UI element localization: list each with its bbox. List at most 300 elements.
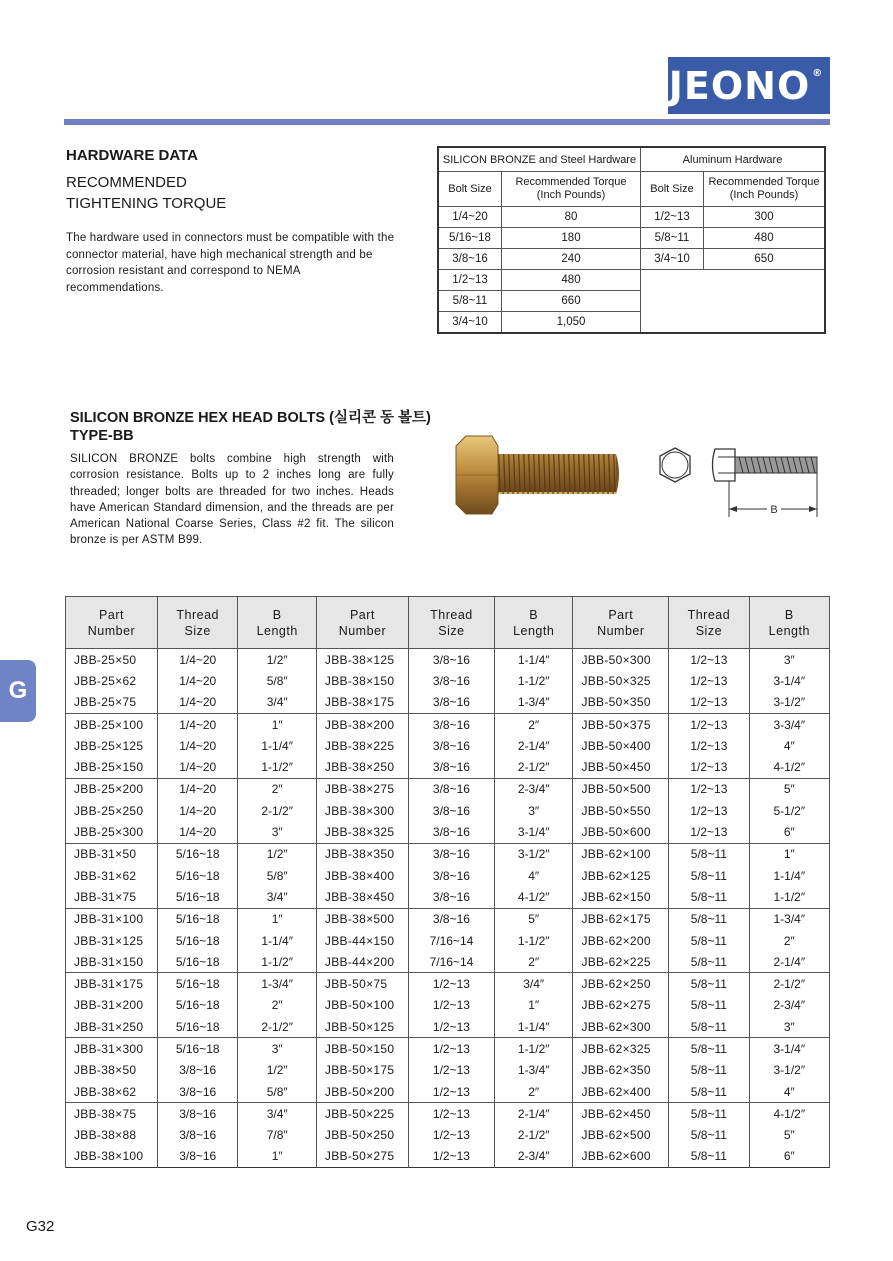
thread-size-cell: 5/8~11 <box>669 1125 749 1146</box>
length-cell: 2-1/4″ <box>749 951 829 973</box>
parts-col-header-line2: Length <box>513 623 555 638</box>
thread-size-cell: 5/16~18 <box>158 865 238 886</box>
length-cell: 3″ <box>494 800 572 821</box>
table-row <box>66 756 830 778</box>
bronze-bolt-photo <box>452 432 622 518</box>
thread-size-cell: 3/8~16 <box>158 1060 238 1081</box>
torque-cell: 480 <box>704 228 826 249</box>
torque-cell: 5/16~18 <box>438 228 502 249</box>
part-number-cell: JBB-25×200 <box>66 778 158 800</box>
header-divider <box>64 119 830 125</box>
part-number-cell: JBB-50×175 <box>316 1060 408 1081</box>
length-cell: 1″ <box>749 843 829 865</box>
torque-table <box>437 146 826 334</box>
part-number-cell: JBB-38×75 <box>66 1103 158 1125</box>
thread-size-cell: 5/8~11 <box>669 1060 749 1081</box>
table-row <box>66 670 830 691</box>
length-cell: 3-1/4″ <box>749 1038 829 1060</box>
part-number-cell: JBB-25×100 <box>66 713 158 735</box>
table-row <box>66 735 830 756</box>
part-number-cell: JBB-31×200 <box>66 995 158 1016</box>
table-row <box>66 908 830 930</box>
length-cell: 2″ <box>238 995 316 1016</box>
length-cell: 3″ <box>749 1016 829 1038</box>
length-cell: 1-3/4″ <box>494 692 572 714</box>
part-number-cell: JBB-50×300 <box>573 649 669 671</box>
length-cell: 1/2″ <box>238 843 316 865</box>
parts-col-header-line1: Thread <box>176 607 220 622</box>
part-number-cell: JBB-50×150 <box>316 1038 408 1060</box>
length-cell: 2″ <box>494 1081 572 1103</box>
torque-col-torque-line2: (Inch Pounds) <box>536 189 606 201</box>
part-number-cell: JBB-50×375 <box>573 713 669 735</box>
torque-cell: 180 <box>502 228 641 249</box>
torque-cell: 650 <box>704 249 826 270</box>
part-number-cell: JBB-38×88 <box>66 1125 158 1146</box>
dimension-b-label: B <box>770 504 778 516</box>
parts-col-header <box>66 597 158 649</box>
torque-cell: 480 <box>502 270 641 291</box>
length-cell: 1-3/4″ <box>749 908 829 930</box>
part-number-cell: JBB-50×600 <box>573 821 669 843</box>
thread-size-cell: 5/8~11 <box>669 930 749 951</box>
part-number-cell: JBB-50×350 <box>573 692 669 714</box>
length-cell: 1/2″ <box>238 1060 316 1081</box>
parts-col-header <box>573 597 669 649</box>
hardware-subtitle-line1: RECOMMENDED <box>66 174 187 191</box>
thread-size-cell: 3/8~16 <box>408 670 494 691</box>
torque-col-torque-al-line2: (Inch Pounds) <box>729 189 799 201</box>
part-number-cell: JBB-62×100 <box>573 843 669 865</box>
part-number-cell: JBB-62×350 <box>573 1060 669 1081</box>
part-number-cell: JBB-38×275 <box>316 778 408 800</box>
length-cell: 2-1/2″ <box>238 1016 316 1038</box>
length-cell: 1-1/2″ <box>494 930 572 951</box>
length-cell: 3/4″ <box>494 973 572 995</box>
thread-size-cell: 5/8~11 <box>669 995 749 1016</box>
part-number-cell: JBB-25×150 <box>66 756 158 778</box>
parts-col-header <box>408 597 494 649</box>
registered-mark: ® <box>812 68 824 79</box>
part-number-cell: JBB-38×175 <box>316 692 408 714</box>
length-cell: 2-3/4″ <box>749 995 829 1016</box>
table-row <box>66 1146 830 1168</box>
length-cell: 5/8″ <box>238 1081 316 1103</box>
table-row <box>66 995 830 1016</box>
table-row <box>66 800 830 821</box>
torque-row <box>438 249 825 270</box>
torque-cell: 1,050 <box>502 312 641 334</box>
brand-logo <box>668 57 830 114</box>
thread-size-cell: 5/8~11 <box>669 908 749 930</box>
thread-size-cell: 5/8~11 <box>669 1146 749 1168</box>
thread-size-cell: 1/2~13 <box>408 973 494 995</box>
parts-col-header-line1: Thread <box>430 607 473 622</box>
thread-size-cell: 1/4~20 <box>158 735 238 756</box>
part-number-cell: JBB-38×350 <box>316 843 408 865</box>
torque-col-torque <box>502 172 641 207</box>
table-row <box>66 951 830 973</box>
part-number-cell: JBB-31×150 <box>66 951 158 973</box>
length-cell: 2-1/4″ <box>494 735 572 756</box>
part-number-cell: JBB-38×225 <box>316 735 408 756</box>
part-number-cell: JBB-50×125 <box>316 1016 408 1038</box>
part-number-cell: JBB-62×400 <box>573 1081 669 1103</box>
part-number-cell: JBB-50×250 <box>316 1125 408 1146</box>
length-cell: 7/8″ <box>238 1125 316 1146</box>
length-cell: 4-1/2″ <box>749 1103 829 1125</box>
part-number-cell: JBB-38×450 <box>316 886 408 908</box>
length-cell: 4″ <box>749 735 829 756</box>
thread-size-cell: 5/8~11 <box>669 973 749 995</box>
part-number-cell: JBB-62×500 <box>573 1125 669 1146</box>
parts-col-header <box>316 597 408 649</box>
table-row <box>66 1016 830 1038</box>
length-cell: 3-1/4″ <box>494 821 572 843</box>
length-cell: 5″ <box>749 1125 829 1146</box>
thread-size-cell: 1/2~13 <box>408 1103 494 1125</box>
thread-size-cell: 1/2~13 <box>408 1081 494 1103</box>
length-cell: 1-1/4″ <box>238 930 316 951</box>
torque-cell: 80 <box>502 207 641 228</box>
bolt-dimension-drawing <box>655 445 825 525</box>
thread-size-cell: 1/2~13 <box>669 670 749 691</box>
part-number-cell: JBB-62×200 <box>573 930 669 951</box>
torque-group-silicon: SILICON BRONZE and Steel Hardware <box>438 147 641 172</box>
length-cell: 3-3/4″ <box>749 713 829 735</box>
thread-size-cell: 1/2~13 <box>669 756 749 778</box>
section-tab: G <box>0 660 36 722</box>
torque-cell: 660 <box>502 291 641 312</box>
thread-size-cell: 3/8~16 <box>158 1125 238 1146</box>
table-row <box>66 1081 830 1103</box>
part-number-cell: JBB-25×75 <box>66 692 158 714</box>
torque-cell: 5/8~11 <box>438 291 502 312</box>
thread-size-cell: 1/4~20 <box>158 670 238 691</box>
parts-col-header-line2: Number <box>338 623 387 638</box>
length-cell: 1-1/4″ <box>494 649 572 671</box>
thread-size-cell: 1/2~13 <box>408 1038 494 1060</box>
parts-col-header-line2: Length <box>256 623 298 638</box>
part-number-cell: JBB-50×500 <box>573 778 669 800</box>
part-number-cell: JBB-62×250 <box>573 973 669 995</box>
length-cell: 3/4″ <box>238 1103 316 1125</box>
part-number-cell: JBB-44×150 <box>316 930 408 951</box>
thread-size-cell: 1/2~13 <box>669 649 749 671</box>
thread-size-cell: 5/16~18 <box>158 843 238 865</box>
torque-col-bolt: Bolt Size <box>438 172 502 207</box>
length-cell: 1-1/4″ <box>238 735 316 756</box>
part-number-cell: JBB-50×400 <box>573 735 669 756</box>
thread-size-cell: 3/8~16 <box>408 778 494 800</box>
thread-size-cell: 3/8~16 <box>408 886 494 908</box>
length-cell: 3-1/2″ <box>749 1060 829 1081</box>
table-row <box>66 778 830 800</box>
length-cell: 3″ <box>238 821 316 843</box>
thread-size-cell: 3/8~16 <box>408 735 494 756</box>
thread-size-cell: 1/4~20 <box>158 800 238 821</box>
torque-cell: 3/4~10 <box>438 312 502 334</box>
thread-size-cell: 1/2~13 <box>669 735 749 756</box>
parts-col-header-line1: Part <box>608 607 634 622</box>
thread-size-cell: 3/8~16 <box>408 865 494 886</box>
part-number-cell: JBB-50×225 <box>316 1103 408 1125</box>
length-cell: 6″ <box>749 1146 829 1168</box>
length-cell: 4-1/2″ <box>749 756 829 778</box>
parts-col-header-line1: B <box>784 607 794 622</box>
thread-size-cell: 5/16~18 <box>158 951 238 973</box>
length-cell: 2-3/4″ <box>494 778 572 800</box>
thread-size-cell: 1/2~13 <box>408 1146 494 1168</box>
part-number-cell: JBB-38×400 <box>316 865 408 886</box>
table-row <box>66 1125 830 1146</box>
table-row <box>66 692 830 714</box>
thread-size-cell: 1/4~20 <box>158 692 238 714</box>
thread-size-cell: 5/16~18 <box>158 930 238 951</box>
thread-size-cell: 1/2~13 <box>408 1125 494 1146</box>
length-cell: 2-1/2″ <box>238 800 316 821</box>
torque-col-torque-al <box>704 172 826 207</box>
table-row <box>66 930 830 951</box>
thread-size-cell: 7/16~14 <box>408 951 494 973</box>
thread-size-cell: 1/4~20 <box>158 821 238 843</box>
part-number-cell: JBB-31×62 <box>66 865 158 886</box>
part-number-cell: JBB-25×300 <box>66 821 158 843</box>
thread-size-cell: 3/8~16 <box>408 908 494 930</box>
brand-name: JEONO <box>668 63 811 108</box>
part-number-cell: JBB-50×550 <box>573 800 669 821</box>
length-cell: 1/2″ <box>238 649 316 671</box>
length-cell: 1-1/2″ <box>238 756 316 778</box>
part-number-cell: JBB-50×325 <box>573 670 669 691</box>
thread-size-cell: 1/4~20 <box>158 778 238 800</box>
part-number-cell: JBB-38×150 <box>316 670 408 691</box>
part-number-cell: JBB-31×125 <box>66 930 158 951</box>
torque-cell: 240 <box>502 249 641 270</box>
parts-col-header <box>669 597 749 649</box>
part-number-cell: JBB-50×275 <box>316 1146 408 1168</box>
length-cell: 1″ <box>494 995 572 1016</box>
part-number-cell: JBB-31×250 <box>66 1016 158 1038</box>
length-cell: 4″ <box>494 865 572 886</box>
part-number-cell: JBB-31×75 <box>66 886 158 908</box>
thread-size-cell: 1/2~13 <box>669 778 749 800</box>
part-number-cell: JBB-38×62 <box>66 1081 158 1103</box>
parts-col-header <box>494 597 572 649</box>
length-cell: 3-1/4″ <box>749 670 829 691</box>
length-cell: 1-1/2″ <box>238 951 316 973</box>
bolts-title-line1: SILICON BRONZE HEX HEAD BOLTS (실리콘 동 볼트) <box>70 410 431 426</box>
torque-col-torque-line1: Recommended Torque <box>515 176 627 188</box>
table-row <box>66 865 830 886</box>
thread-size-cell: 5/8~11 <box>669 951 749 973</box>
hardware-subtitle-line2: TIGHTENING TORQUE <box>66 195 227 212</box>
length-cell: 4″ <box>749 1081 829 1103</box>
length-cell: 2-1/2″ <box>494 756 572 778</box>
length-cell: 1″ <box>238 1146 316 1168</box>
length-cell: 2-1/4″ <box>494 1103 572 1125</box>
length-cell: 5″ <box>749 778 829 800</box>
thread-size-cell: 5/16~18 <box>158 995 238 1016</box>
length-cell: 2″ <box>494 951 572 973</box>
parts-col-header-line1: Thread <box>687 607 731 622</box>
torque-cell: 1/2~13 <box>641 207 704 228</box>
thread-size-cell: 5/8~11 <box>669 1038 749 1060</box>
thread-size-cell: 1/2~13 <box>669 821 749 843</box>
part-number-cell: JBB-25×62 <box>66 670 158 691</box>
length-cell: 1″ <box>238 908 316 930</box>
part-number-cell: JBB-38×250 <box>316 756 408 778</box>
torque-col-torque-al-line1: Recommended Torque <box>708 176 820 188</box>
thread-size-cell: 3/8~16 <box>408 756 494 778</box>
torque-group-aluminum: Aluminum Hardware <box>641 147 826 172</box>
length-cell: 2-3/4″ <box>494 1146 572 1168</box>
bolts-description: SILICON BRONZE bolts combine high strength with corrosion resistance. Bolts up to 2 inches long are fully threaded; longer bolts are threaded for two inches. Heads have American Standard dimension, and the threads are per American National Coarse Series, Class #2 fit. The silicon bronze is per ASTM B99. <box>70 453 394 547</box>
length-cell: 3/4″ <box>238 692 316 714</box>
table-row <box>66 713 830 735</box>
table-row <box>66 1103 830 1125</box>
table-row <box>66 1038 830 1060</box>
thread-size-cell: 5/16~18 <box>158 973 238 995</box>
torque-row <box>438 270 825 291</box>
thread-size-cell: 7/16~14 <box>408 930 494 951</box>
length-cell: 2-1/2″ <box>749 973 829 995</box>
length-cell: 1-1/2″ <box>749 886 829 908</box>
part-number-cell: JBB-50×200 <box>316 1081 408 1103</box>
parts-header-row <box>66 597 830 649</box>
length-cell: 2″ <box>494 713 572 735</box>
length-cell: 1-1/4″ <box>749 865 829 886</box>
length-cell: 4-1/2″ <box>494 886 572 908</box>
parts-col-header <box>749 597 829 649</box>
part-number-cell: JBB-38×325 <box>316 821 408 843</box>
thread-size-cell: 3/8~16 <box>408 821 494 843</box>
thread-size-cell: 5/16~18 <box>158 886 238 908</box>
thread-size-cell: 3/8~16 <box>408 713 494 735</box>
torque-row <box>438 207 825 228</box>
length-cell: 5/8″ <box>238 670 316 691</box>
length-cell: 1-1/4″ <box>494 1016 572 1038</box>
thread-size-cell: 1/2~13 <box>669 692 749 714</box>
thread-size-cell: 1/4~20 <box>158 649 238 671</box>
table-row <box>66 821 830 843</box>
thread-size-cell: 3/8~16 <box>408 649 494 671</box>
table-row <box>66 1060 830 1081</box>
parts-col-header-line1: B <box>272 607 282 622</box>
parts-col-header-line2: Number <box>597 623 645 638</box>
thread-size-cell: 5/8~11 <box>669 886 749 908</box>
thread-size-cell: 3/8~16 <box>158 1103 238 1125</box>
thread-size-cell: 5/16~18 <box>158 1038 238 1060</box>
parts-col-header <box>158 597 238 649</box>
length-cell: 3-1/2″ <box>494 843 572 865</box>
thread-size-cell: 1/2~13 <box>669 800 749 821</box>
thread-size-cell: 1/2~13 <box>408 995 494 1016</box>
thread-size-cell: 1/2~13 <box>408 1016 494 1038</box>
part-number-cell: JBB-44×200 <box>316 951 408 973</box>
part-number-cell: JBB-62×325 <box>573 1038 669 1060</box>
table-row <box>66 843 830 865</box>
thread-size-cell: 3/8~16 <box>408 843 494 865</box>
thread-size-cell: 1/4~20 <box>158 713 238 735</box>
part-number-cell: JBB-62×175 <box>573 908 669 930</box>
part-number-cell: JBB-25×125 <box>66 735 158 756</box>
length-cell: 5-1/2″ <box>749 800 829 821</box>
length-cell: 6″ <box>749 821 829 843</box>
thread-size-cell: 5/8~11 <box>669 865 749 886</box>
thread-size-cell: 3/8~16 <box>158 1146 238 1168</box>
torque-cell: 3/4~10 <box>641 249 704 270</box>
parts-col-header-line1: B <box>529 607 539 622</box>
parts-col-header-line2: Size <box>438 623 465 638</box>
thread-size-cell: 1/2~13 <box>408 1060 494 1081</box>
part-number-cell: JBB-50×75 <box>316 973 408 995</box>
length-cell: 1-1/2″ <box>494 1038 572 1060</box>
bolts-title-line2: TYPE-BB <box>70 428 134 444</box>
torque-cell: 5/8~11 <box>641 228 704 249</box>
length-cell: 3″ <box>238 1038 316 1060</box>
thread-size-cell: 5/16~18 <box>158 1016 238 1038</box>
part-number-cell: JBB-25×50 <box>66 649 158 671</box>
torque-cell: 1/2~13 <box>438 270 502 291</box>
part-number-cell: JBB-31×50 <box>66 843 158 865</box>
part-number-cell: JBB-38×100 <box>66 1146 158 1168</box>
hardware-description: The hardware used in connectors must be compatible with the connector material, have high mechanical strength and be corrosion resistant and correspond to NEMA recommendations. <box>66 232 395 294</box>
thread-size-cell: 3/8~16 <box>408 800 494 821</box>
part-number-cell: JBB-38×500 <box>316 908 408 930</box>
parts-col-header-line1: Part <box>99 607 124 622</box>
hardware-subtitle <box>66 172 226 214</box>
length-cell: 5″ <box>494 908 572 930</box>
thread-size-cell: 1/4~20 <box>158 756 238 778</box>
part-number-cell: JBB-62×600 <box>573 1146 669 1168</box>
table-row <box>66 973 830 995</box>
thread-size-cell: 3/8~16 <box>158 1081 238 1103</box>
table-row <box>66 649 830 671</box>
hardware-title: HARDWARE DATA <box>66 147 198 164</box>
length-cell: 3/4″ <box>238 886 316 908</box>
part-number-cell: JBB-31×300 <box>66 1038 158 1060</box>
parts-table <box>65 596 830 1168</box>
part-number-cell: JBB-31×175 <box>66 973 158 995</box>
length-cell: 2″ <box>749 930 829 951</box>
parts-col-header-line2: Number <box>87 623 136 638</box>
part-number-cell: JBB-50×450 <box>573 756 669 778</box>
length-cell: 1″ <box>238 713 316 735</box>
length-cell: 1-3/4″ <box>238 973 316 995</box>
parts-col-header-line2: Length <box>768 623 810 638</box>
part-number-cell: JBB-38×125 <box>316 649 408 671</box>
part-number-cell: JBB-38×300 <box>316 800 408 821</box>
thread-size-cell: 1/2~13 <box>669 713 749 735</box>
thread-size-cell: 5/8~11 <box>669 843 749 865</box>
part-number-cell: JBB-62×300 <box>573 1016 669 1038</box>
part-number-cell: JBB-31×100 <box>66 908 158 930</box>
thread-size-cell: 5/16~18 <box>158 908 238 930</box>
bolts-title <box>70 409 431 445</box>
torque-row <box>438 228 825 249</box>
length-cell: 3-1/2″ <box>749 692 829 714</box>
length-cell: 3″ <box>749 649 829 671</box>
torque-cell: 300 <box>704 207 826 228</box>
parts-col-header <box>238 597 316 649</box>
torque-empty-cell <box>641 270 826 334</box>
part-number-cell: JBB-62×225 <box>573 951 669 973</box>
length-cell: 2″ <box>238 778 316 800</box>
length-cell: 5/8″ <box>238 865 316 886</box>
part-number-cell: JBB-62×150 <box>573 886 669 908</box>
part-number-cell: JBB-38×200 <box>316 713 408 735</box>
